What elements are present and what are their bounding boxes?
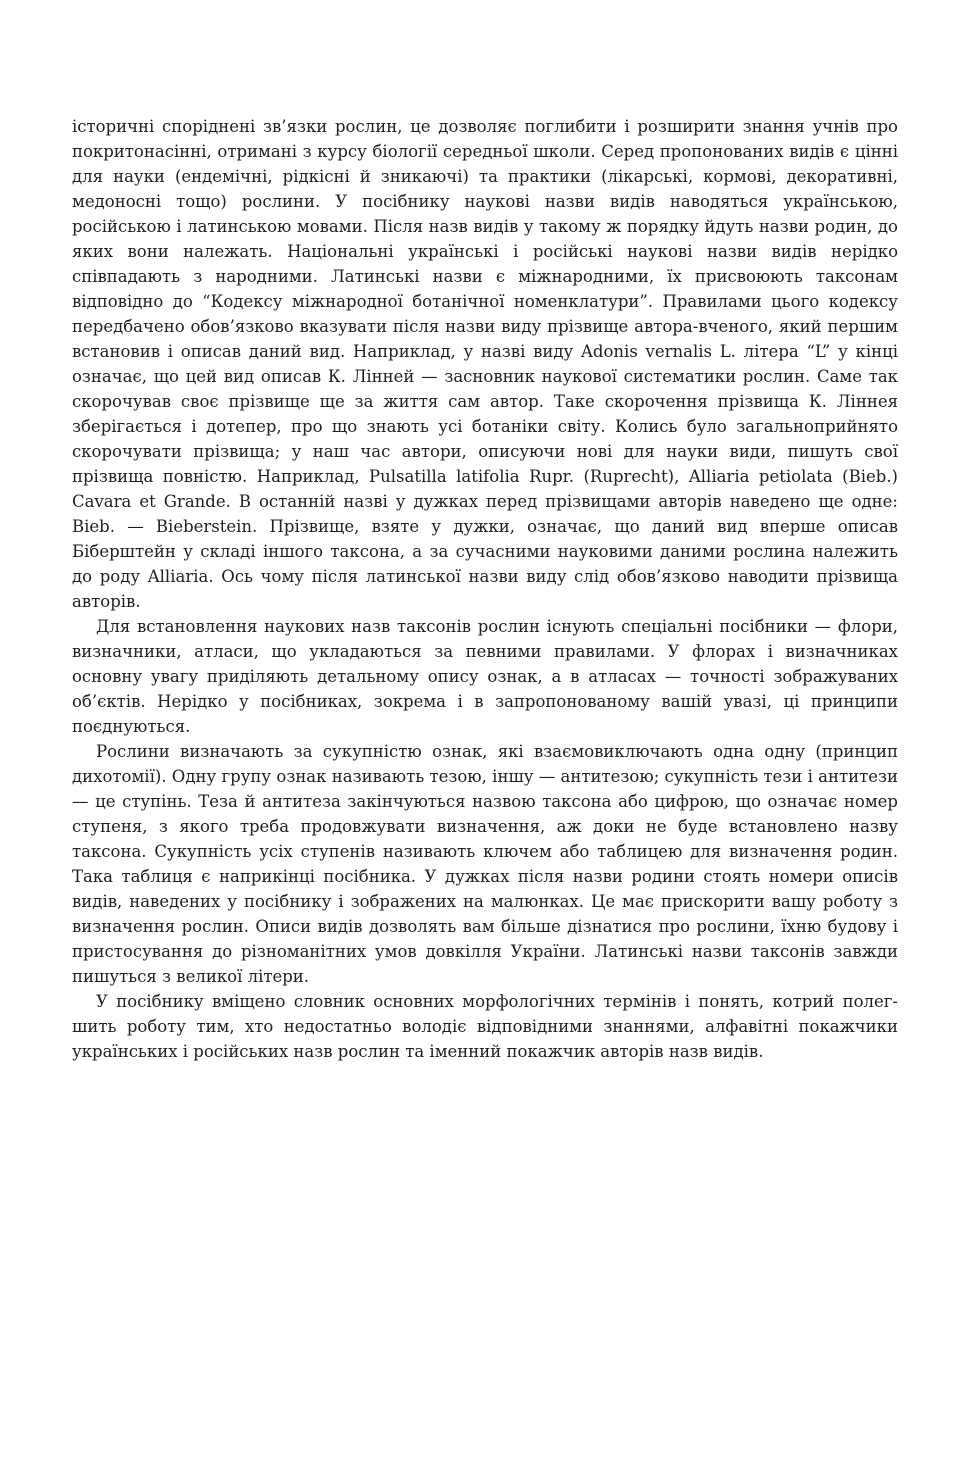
paragraph-continuation: історичні споріднені зв’язки рослин, це дозволяє поглибити і розширити знання учнів про покритонасінні, отримані з курсу біології середньої школи. Серед пропонованих видів є цінні для науки (ендемічні, рідкісні й зникаючі) та практики (лікарські, кормові, декоративні, медоносні тощо) рослини. У посібнику наукові назви видів наводяться українською, російською і латинською мовами. Після назв видів у такому ж порядку йдуть назви родин, до яких вони належать. Національні українські і російські наукові назви видів нерідко співпадають з народними. Латинські назви є міжнародними, їх присвоюють таксонам відповідно до “Кодексу міжнародної ботанічної номенклатури”. Правилами цього кодексу передбачено обов’язково вказувати після назви виду прізвище автора-вченого, який першим встановив і описав даний вид. Наприклад, у назві виду Adonis vernalis L. літера “L” у кінці означає, що цей вид описав К. Лінней — засновник наукової систематики рослин. Саме так скорочував своє прізвище ще за життя сам автор. Таке скорочення прізвища К. Ліннея зберігається і дотепер, про що знають усі ботаніки світу. Колись було загальноприйнято скорочувати прізвища; у наш час автори, описуючи нові для науки види, пишуть свої прізвища повністю. Наприклад, Pulsatilla latifolia Rupr. (Ruprecht), Alliaria petiolata (Bieb.) Cavara et Grande. В останній назві у дужках перед прізвищами авторів наведено ще одне: Bieb. — Bieberstein. Прізвище, взяте у дужки, означає, що даний вид вперше описав Біберштейн у складі іншого таксона, а за сучасними науковими даними рослина належить до роду Alliaria. Ось чому після латинської назви виду слід обов’язково наводити прізвища авторів. <box>72 117 898 611</box>
page-body <box>72 114 898 1064</box>
paragraph-reference-works: Для встановлення наукових назв таксонів рослин існують спеціальні посібники — флори, визначники, атласи, що укладаються за певними правилами. У флорах і визначниках основну увагу приділяють детальному опису ознак, а в атласах — точності зображуваних об’єктів. Нерідко у посібниках, зокрема і в запропонованому вашій увазі, ці принципи поєднуються. <box>72 617 898 736</box>
paragraph-glossary-indexes: У посібнику вміщено словник основних морфологічних термінів і понять, котрий полегшить роботу тим, хто недостатньо володіє відповідними знаннями, алфавітні покажчики українських і російських назв рослин та іменний покажчик авторів назв видів. <box>72 992 898 1061</box>
paragraph-dichotomy: Рослини визначають за сукупністю ознак, які взаємовиключають одна одну (принцип дихотомії). Одну групу ознак називають тезою, іншу — антитезою; сукупність тези і антитези — це ступінь. Теза й антитеза закінчуються назвою таксона або цифрою, що означає номер ступеня, з якого треба продовжувати визначення, аж доки не буде встановлено назву таксона. Сукупність усіх ступенів називають ключем або таблицею для визначення родин. Така таблиця є наприкінці посібника. У дужках після назви родини стоять номери описів видів, наведених у посібнику і зображених на малюнках. Це має прискорити вашу роботу з визначення рослин. Описи видів дозволять вам більше дізнатися про рослини, їхню будову і пристосування до різноманітних умов довкілля України. Латинські назви таксонів завжди пишуться з великої літери. <box>72 742 898 986</box>
